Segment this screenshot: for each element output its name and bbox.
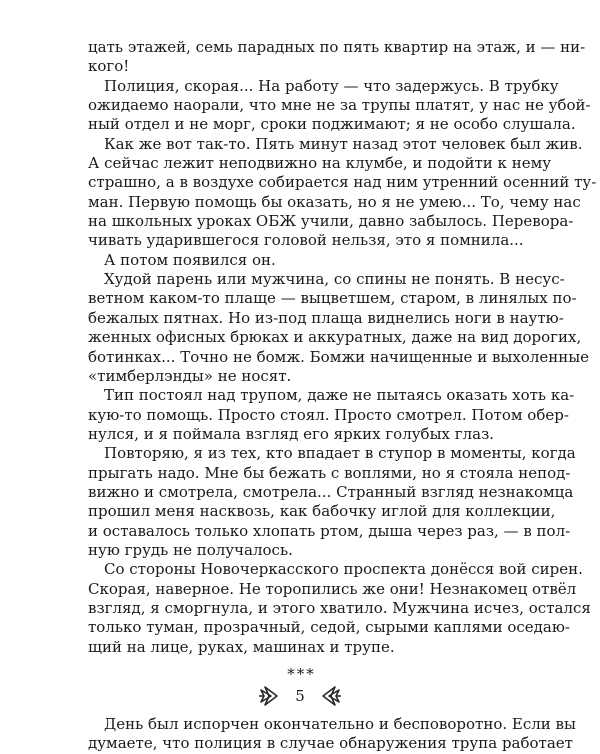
- text-line: прошил меня насквозь, как бабочку иглой для коллекции,: [88, 502, 556, 521]
- text-line: ожидаемо наорали, что мне не за трупы платят, у нас не убой-: [88, 96, 591, 115]
- text-line: и оставалось только хлопать ртом, дыша через раз, — в пол-: [88, 521, 571, 540]
- text-line: ный отдел и не морг, сроки поджимают; я не особо слушала.: [88, 115, 576, 134]
- text-line: ную грудь не получалось.: [88, 540, 293, 559]
- text-line: Повторяю, я из тех, кто впадает в ступор в моменты, когда: [104, 444, 576, 463]
- text-line: А потом появился он.: [104, 250, 276, 269]
- text-line: на школьных уроках ОБЖ учили, давно забылось. Перевора-: [88, 212, 574, 231]
- section-separator: ***: [287, 665, 316, 683]
- page-footer: [0, 682, 600, 710]
- ornament-right-icon: [319, 683, 345, 709]
- text-line: кую-то помощь. Просто стоял. Просто смотрел. Потом обер-: [88, 405, 569, 424]
- text-line: цать этажей, семь парадных по пять квартир на этаж, и — ни-: [88, 38, 586, 56]
- text-line: страшно, а в воздухе собирается над ним утренний осенний ту-: [88, 173, 597, 192]
- page-number: 5: [295, 687, 305, 705]
- text-line: нулся, и я поймала взгляд его ярких голубых глаз.: [88, 424, 495, 443]
- text-line: ботинках... Точно не бомж. Бомжи начищенные и выхоленные: [88, 347, 590, 366]
- text-line: Со стороны Новочеркасского проспекта донёсся вой сирен.: [104, 560, 583, 579]
- text-line: Тип постоял над трупом, даже не пытаясь оказать хоть ка-: [104, 386, 575, 405]
- text-line: А сейчас лежит неподвижно на клумбе, и подойти к нему: [88, 154, 552, 173]
- text-line: Полиция, скорая... На работу — что задержусь. В трубку: [104, 76, 559, 95]
- text-line: бежалых пятнах. Но из-под плаща виднелись ноги в наутю-: [88, 308, 564, 327]
- page-body: [88, 38, 597, 754]
- text-line: Как же вот так-то. Пять минут назад этот человек был жив.: [104, 134, 583, 153]
- text-line: вижно и смотрела, смотрела... Странный взгляд незнакомца: [88, 482, 574, 501]
- ornament-left-icon: [255, 683, 281, 709]
- text-line: Скорая, наверное. Не торопились же они! Незнакомец отвёл: [88, 579, 577, 598]
- text-line: взгляд, я сморгнула, и этого хватило. Мужчина исчез, остался: [88, 598, 591, 617]
- text-line: Худой парень или мужчина, со спины не понять. В несус-: [104, 270, 565, 289]
- text-line: думаете, что полиция в случае обнаружения трупа работает: [88, 734, 573, 753]
- text-line: ман. Первую помощь бы оказать, но я не умею... То, чему нас: [88, 192, 581, 211]
- text-line: День был испорчен окончательно и бесповоротно. Если вы: [104, 715, 576, 733]
- text-line: ветном каком-то плаще — выцветшем, старом, в линялых по-: [88, 289, 577, 308]
- text-line: только туман, прозрачный, седой, сырыми каплями оседаю-: [88, 618, 570, 637]
- text-line: женных офисных брюках и аккуратных, даже на вид дорогих,: [88, 328, 582, 347]
- text-line: прыгать надо. Мне бы бежать с воплями, но я стояла непод-: [88, 463, 571, 482]
- text-line: кого!: [88, 57, 130, 76]
- text-line: щий на лице, руках, машинах и трупе.: [88, 637, 395, 656]
- text-line: «тимберлэнды» не носят.: [88, 366, 292, 385]
- text-line: чивать ударившегося головой нельзя, это я помнила...: [88, 231, 524, 250]
